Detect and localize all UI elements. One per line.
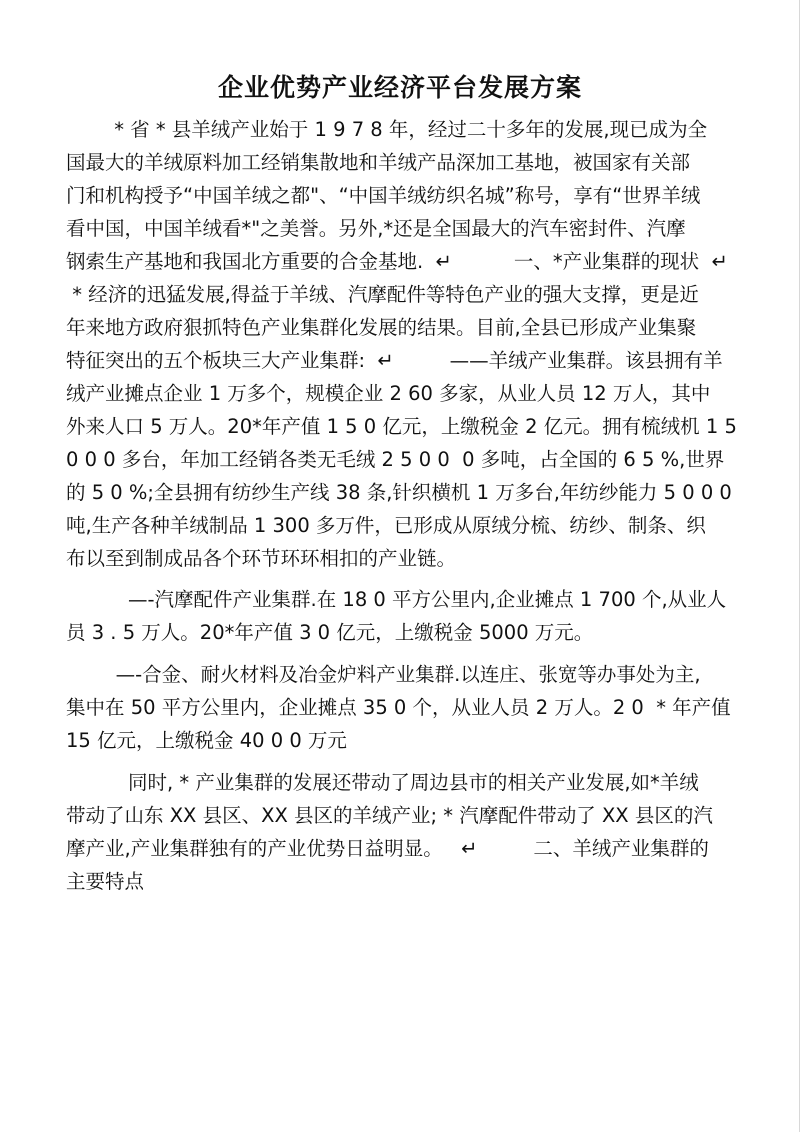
body-line: —-汽摩配件产业集群.在 18 0 平方公里内,企业摊点 1 700 个,从业人 xyxy=(66,588,727,611)
body-line: 的 5 0 %;全县拥有纺纱生产线 38 条,针织横机 1 万多台,年纺纱能力 5 0 0 0 xyxy=(66,481,732,504)
body-line: 国最大的羊绒原料加工经销集散地和羊绒产品深加工基地，被国家有关部 xyxy=(66,151,691,174)
body-line: 特征突出的五个板块三大产业集群: ↵ ——羊绒产业集群。该县拥有羊 xyxy=(66,349,723,372)
body-line: 门和机构授予“中国羊绒之都"、“中国羊绒纺织名城”称号，享有“世界羊绒 xyxy=(66,184,701,207)
body-line: * 省 * 县羊绒产业始于 1 9 7 8 年，经过二十多年的发展,现已成为全 xyxy=(108,118,708,141)
body-line: 带动了山东 XX 县区、XX 县区的羊绒产业; * 汽摩配件带动了 XX 县区的汽 xyxy=(66,804,713,827)
body-line: 员 3 . 5 万人。20*年产值 3 0 亿元，上缴税金 5000 万元。 xyxy=(66,621,594,644)
body-line: 15 亿元，上缴税金 40 0 0 万元 xyxy=(66,729,347,752)
body-line: 看中国，中国羊绒看*"之美誉。另外,*还是全国最大的汽车密封件、汽摩 xyxy=(66,217,686,240)
body-line: —-合金、耐火材料及冶金炉料产业集群.以连庄、张宽等办事处为主, xyxy=(66,663,701,686)
body-line: 同时, * 产业集群的发展还带动了周边县市的相关产业发展,如*羊绒 xyxy=(66,771,699,794)
body-line: * 经济的迅猛发展,得益于羊绒、汽摩配件等特色产业的强大支撑，更是近 xyxy=(66,283,699,306)
document-title: 企业优势产业经济平台发展方案 xyxy=(217,73,582,102)
body-line: 吨,生产各种羊绒制品 1 300 多万件，已形成从原绒分梳、纺纱、制条、织 xyxy=(66,514,706,537)
body-line: 外来人口 5 万人。20*年产值 1 5 0 亿元，上缴税金 2 亿元。拥有梳绒机 1 5 xyxy=(66,415,737,438)
body-line: 摩产业,产业集群独有的产业优势日益明显。 ↵ 二、羊绒产业集群的 xyxy=(66,837,709,860)
body-line: 主要特点 xyxy=(66,870,145,893)
body-line: 0 0 0 多台，年加工经销各类无毛绒 2 5 0 0 0 多吨，占全国的 6 5 %,世界 xyxy=(66,448,725,471)
body-line: 集中在 50 平方公里内，企业摊点 35 0 个，从业人员 2 万人。2 0 * 年产值 xyxy=(66,696,731,719)
body-line: 绒产业摊点企业 1 万多个，规模企业 2 60 多家，从业人员 12 万人，其中 xyxy=(66,382,711,405)
body-line: 年来地方政府狠抓特色产业集群化发展的结果。目前,全县已形成产业集聚 xyxy=(66,316,697,339)
body-line: 钢索生产基地和我国北方重要的合金基地. ↵ 一、*产业集群的现状 ↵ xyxy=(66,250,728,273)
body-line: 布以至到制成品各个环节环环相扣的产业链。 xyxy=(66,547,457,570)
